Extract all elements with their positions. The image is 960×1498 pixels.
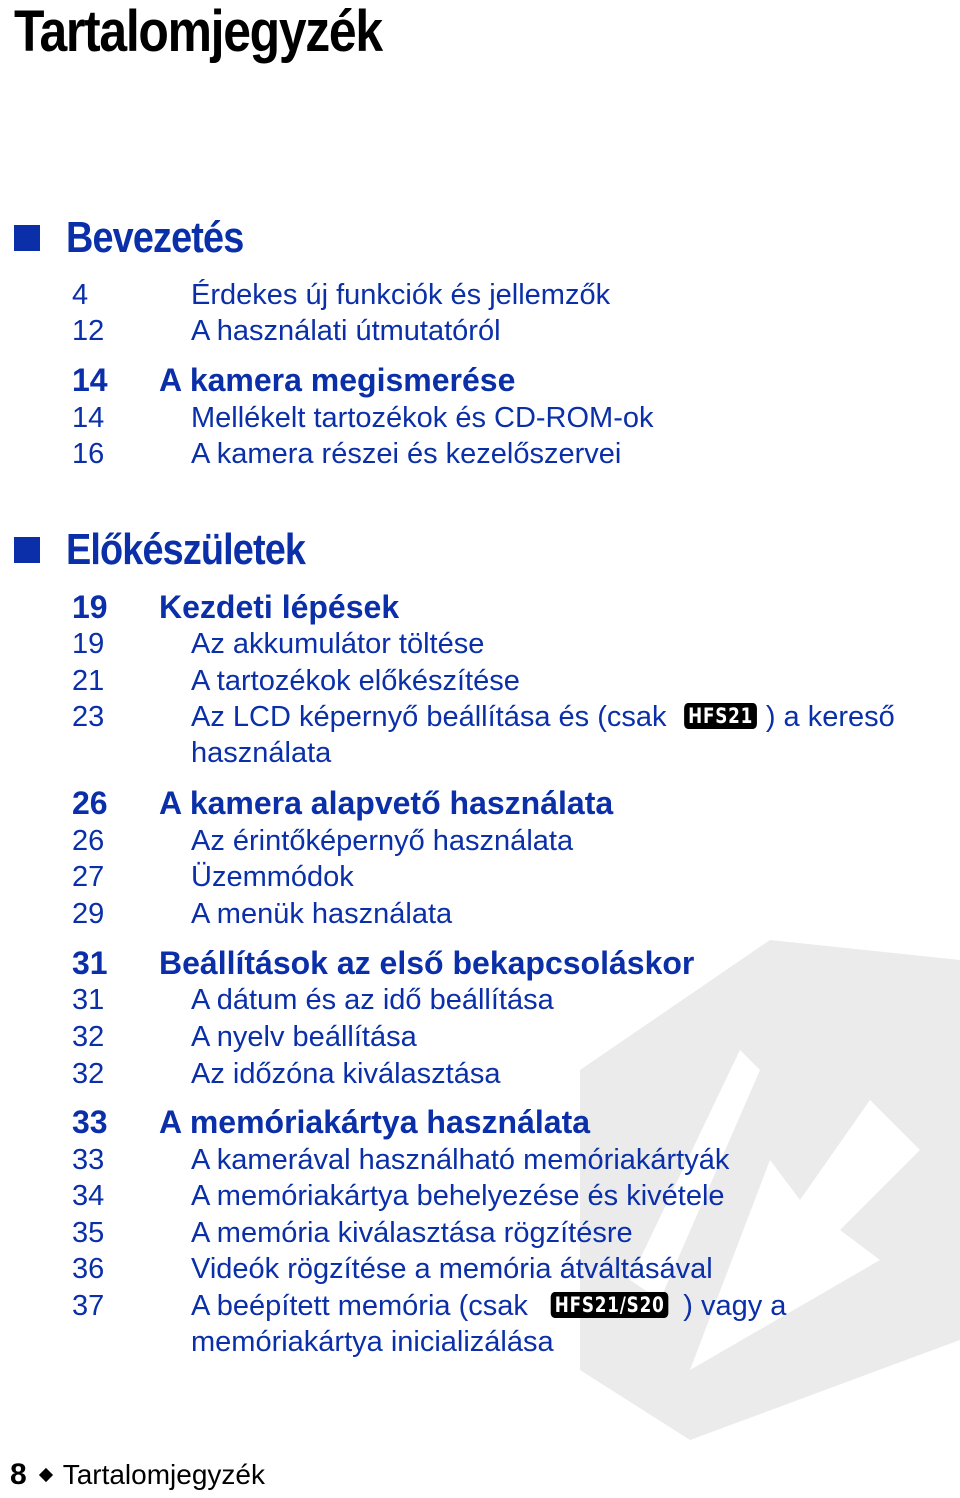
- toc-page-number: 26: [72, 825, 105, 857]
- toc-entry-title: A menük használata: [191, 898, 453, 930]
- toc-entry-title: A dátum és az idő beállítása: [191, 984, 554, 1016]
- toc-page-number: 32: [72, 1021, 105, 1053]
- toc-page-number: 14: [72, 362, 108, 398]
- toc-page-number: 27: [72, 861, 105, 893]
- toc-entry-title: [191, 1288, 786, 1324]
- section-heading-elokeszuletek: [14, 526, 344, 574]
- section-heading-bevezetes: [14, 214, 272, 262]
- toc-page-number: 16: [72, 438, 105, 470]
- toc-entry-text: A beépített memória (csak: [191, 1290, 536, 1322]
- diamond-bullet-icon: [39, 1468, 53, 1482]
- toc-page-number: 31: [72, 984, 105, 1016]
- toc-entry-title: Az érintőképernyő használata: [191, 825, 574, 857]
- toc-entry-title: [191, 699, 895, 735]
- footer-label: Tartalomjegyzék: [62, 1459, 265, 1490]
- toc-page-number: 23: [72, 701, 105, 733]
- toc-chapter-title: A memóriakártya használata: [159, 1104, 591, 1140]
- footer-page-number: 8: [10, 1458, 27, 1491]
- toc-page-number: 19: [72, 589, 108, 625]
- toc-entry-title: A memóriakártya behelyezése és kivétele: [191, 1180, 725, 1212]
- toc-entry-title: Üzemmódok: [191, 861, 354, 893]
- page-footer: [10, 1458, 265, 1492]
- toc-entry-text: ) vagy a: [683, 1290, 787, 1322]
- model-badge: HFS21: [684, 703, 757, 729]
- toc-page-number: 32: [72, 1058, 105, 1090]
- toc-entry-title: A memória kiválasztása rögzítésre: [191, 1217, 633, 1249]
- toc-entry-title: Az akkumulátor töltése: [191, 628, 485, 660]
- toc-page-number: 29: [72, 898, 105, 930]
- toc-page-number: 4: [72, 279, 89, 311]
- section-label: Bevezetés: [66, 213, 244, 262]
- toc-entry-text: ) a kereső: [765, 701, 895, 733]
- toc-chapter-title: Beállítások az első bekapcsoláskor: [159, 945, 695, 981]
- square-bullet-icon: [14, 537, 40, 563]
- toc-chapter-title: Kezdeti lépések: [159, 589, 400, 625]
- toc-entry-title: Videók rögzítése a memória átváltásával: [191, 1253, 713, 1285]
- toc-page-number: 35: [72, 1217, 105, 1249]
- toc-page-number: 33: [72, 1104, 108, 1140]
- toc-page-number: 19: [72, 628, 105, 660]
- toc-entry-text: Az LCD képernyő beállítása és (csak: [191, 701, 675, 733]
- toc-page-number: 12: [72, 315, 105, 347]
- toc-entry-title-continued: használata: [191, 737, 332, 769]
- square-bullet-icon: [14, 225, 40, 251]
- toc-chapter-title: A kamera megismerése: [159, 362, 516, 398]
- toc-chapter-title: A kamera alapvető használata: [159, 785, 614, 821]
- toc-entry-title: A tartozékok előkészítése: [191, 665, 520, 697]
- page-title: Tartalomjegyzék: [14, 0, 382, 64]
- toc-page-number: 26: [72, 785, 108, 821]
- toc-entry-title: A használati útmutatóról: [191, 315, 501, 347]
- model-badge: HFS21/S20: [551, 1292, 669, 1318]
- toc-page-number: 34: [72, 1180, 105, 1212]
- section-label: Előkészületek: [66, 525, 306, 574]
- toc-page-number: 37: [72, 1290, 105, 1322]
- toc-page-number: 21: [72, 665, 105, 697]
- toc-entry-title: A kamera részei és kezelőszervei: [191, 438, 622, 470]
- toc-page-number: 14: [72, 402, 105, 434]
- toc-page-number: 33: [72, 1144, 105, 1176]
- toc-entry-title-continued: memóriakártya inicializálása: [191, 1326, 554, 1358]
- toc-page-number: 36: [72, 1253, 105, 1285]
- toc-entry-title: Az időzóna kiválasztása: [191, 1058, 501, 1090]
- toc-entry-title: A nyelv beállítása: [191, 1021, 417, 1053]
- toc-entry-title: Mellékelt tartozékok és CD-ROM-ok: [191, 402, 654, 434]
- toc-entry-title: A kamerával használható memóriakártyák: [191, 1144, 730, 1176]
- toc-entry-title: Érdekes új funkciók és jellemzők: [191, 279, 611, 311]
- toc-page-number: 31: [72, 945, 108, 981]
